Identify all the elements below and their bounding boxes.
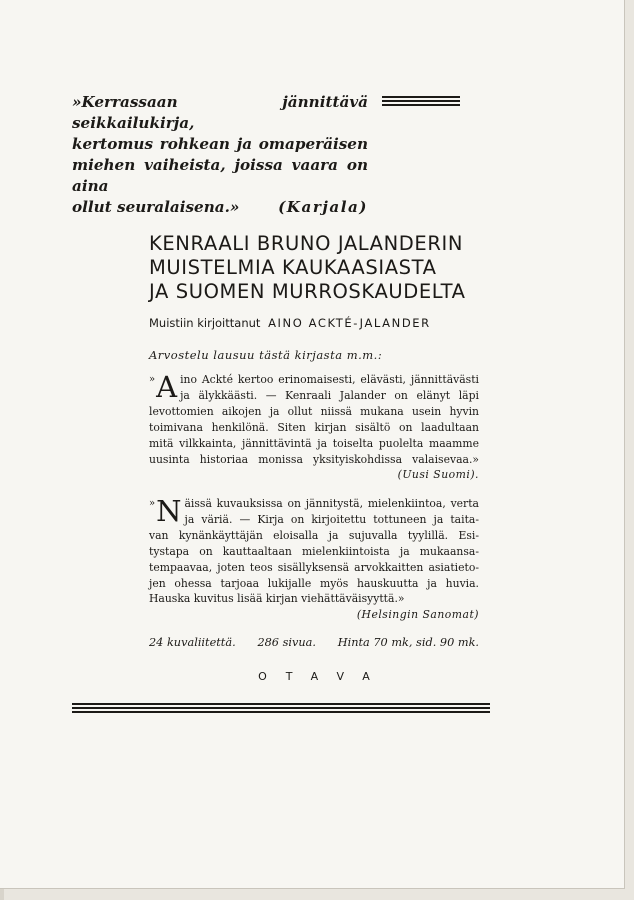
reviews-intro: Arvostelu lausuu tästä kirjasta m.m.: [149,348,383,362]
book-info [149,636,479,649]
illustration-count: 24 kuvaliitettä. [149,636,236,649]
review-line: tystapa on kauttaaltaan mielenkiintoista ja mukaansa- [149,544,479,558]
publisher-name: OTAVA [258,670,389,683]
quote-last-line [72,197,368,218]
review-source: (Helsingin Sanomat) [356,608,479,622]
opening-quote-mark: » [149,374,156,385]
review-line: ja älykkäästi. — Kenraali Jalander on elänyt läpi [180,388,479,402]
author-line [149,316,485,330]
title-line: MUISTELMIA KAUKAASIASTA [149,256,437,279]
review-line: äissä kuvauksissa on jännitystä, mielenkiintoa, verta [184,497,479,510]
quote-line: miehen vaiheista, joissa vaara on aina [72,156,368,195]
review-line: van kynänkäyttäjän eloisalla ja sujuvalla tyylillä. Esi- [149,528,479,542]
press-quote [72,92,368,218]
review-line: uusinta historiaa monissa yksityiskohdissa valaisevaa.» [149,452,479,466]
quote-line: kertomus rohkean ja omaperäisen [72,135,368,153]
decorative-rule-bottom [72,703,490,715]
opening-quote-mark: » [149,498,156,509]
decorative-rule-top [382,96,460,108]
review-line: levottomien aikojen ja ollut niissä mukana usein hyvin [149,404,479,418]
review-line: ino Ackté kertoo erinomaisesti, elävästi, jännittävästi [180,373,479,386]
review-line: toimivana henkilönä. Siten kirjan sisältö on laadultaan [149,420,479,434]
review-line: mitä vilkkainta, jännittävintä ja toiselta puolelta maamme [149,436,479,450]
drop-cap: A [156,370,178,404]
book-title [149,232,485,304]
page-count: 286 sivua. [257,636,316,649]
title-line: KENRAALI BRUNO JALANDERIN [149,232,464,255]
review-line: Hauska kuvitus lisää kirjan viehättäväisyyttä.» [149,592,405,606]
quote-line: ollut seuralaisena.» [72,198,240,216]
title-line: JA SUOMEN MURROSKAUDELTA [149,280,466,303]
review-line: jen ohessa tarjoaa lukijalle myös hauskuutta ja huvia. [149,576,479,590]
author-name: AINO ACKTÉ-JALANDER [268,316,431,330]
quote-line: »Kerrassaan jännittävä seikkailukirja, [72,93,368,132]
review-source: (Uusi Suomi). [397,468,479,482]
price: Hinta 70 mk, sid. 90 mk. [337,636,479,649]
review-line: tempaavaa, joten teos sisällyksensä arvokkaitten asiatieto- [149,560,479,574]
drop-cap: N [156,494,182,528]
author-prefix: Muistiin kirjoittanut [149,316,261,330]
review-line: ja väriä. — Kirja on kirjoitettu tottuneen ja taita- [184,512,479,526]
review-uusi-suomi [149,372,479,483]
review-helsingin-sanomat [149,496,479,623]
quote-source: (Karjala) [278,198,368,216]
